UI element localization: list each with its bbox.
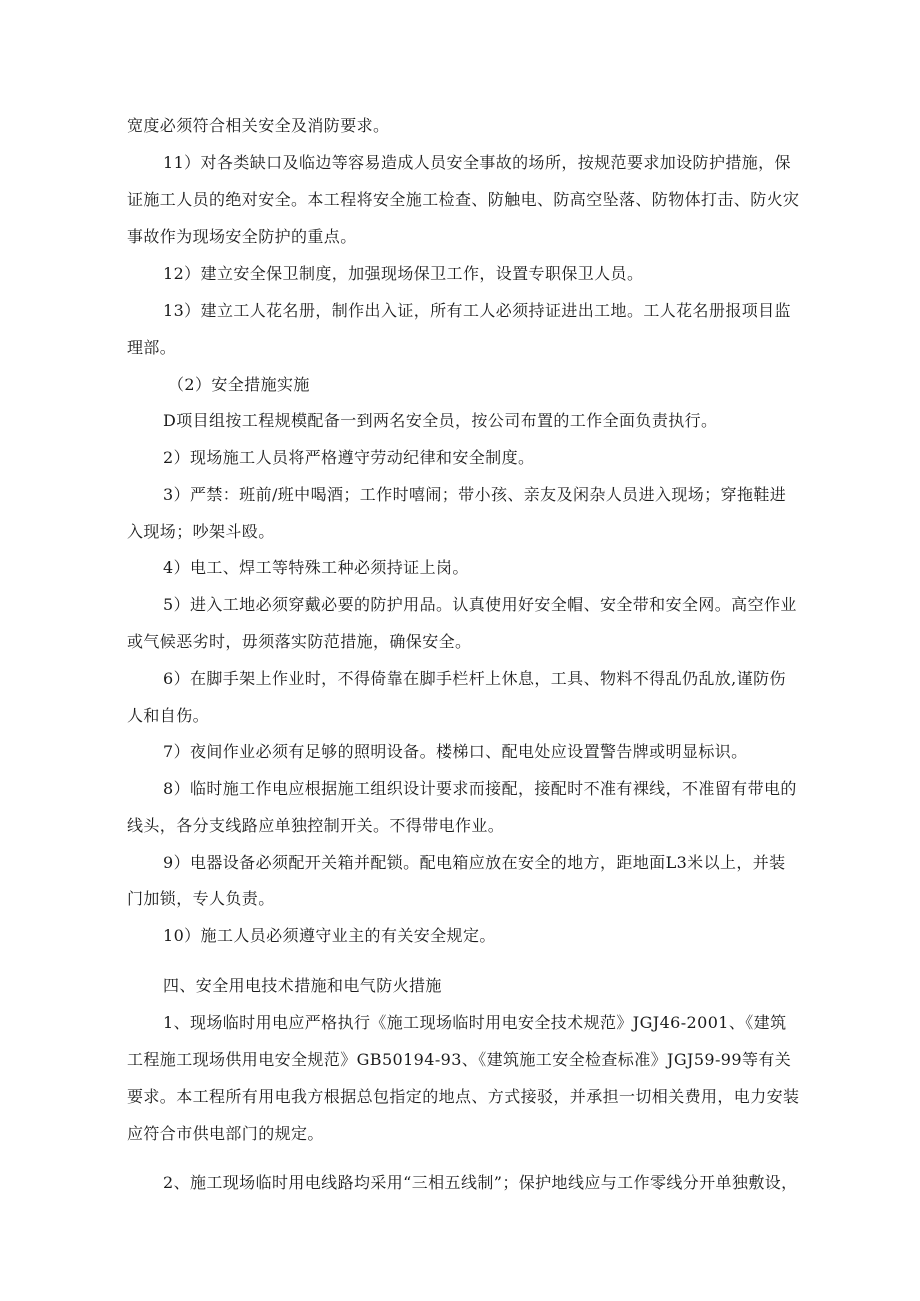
text-line: 9）电器设备必须配开关箱并配锁。配电箱应放在安全的地方，距地面L3米以上，并装 xyxy=(163,853,786,872)
text-line: 2）现场施工人员将严格遵守劳动纪律和安全制度。 xyxy=(163,448,535,467)
text-line: 13）建立工人花名册，制作出入证，所有工人必须持证进出工地。工人花名册报项目监 xyxy=(163,301,791,320)
text-line: 12）建立安全保卫制度，加强现场保卫工作，设置专职保卫人员。 xyxy=(163,264,644,283)
text-line: 10）施工人员必须遵守业主的有关安全规定。 xyxy=(163,926,496,945)
text-line: 人和自伤。 xyxy=(127,706,210,725)
text-line: D项目组按工程规模配备一到两名安全员，按公司布置的工作全面负责执行。 xyxy=(163,411,718,430)
text-line: 1、现场临时用电应严格执行《施工现场临时用电安全技术规范》JGJ46-2001、《建筑 xyxy=(163,1013,787,1032)
text-line: 证施工人员的绝对安全。本工程将安全施工检查、防触电、防高空坠落、防物体打击、防火灾 xyxy=(127,190,800,209)
text-line: 门加锁，专人负责。 xyxy=(127,889,275,908)
text-line: 要求。本工程所有用电我方根据总包指定的地点、方式接驳，并承担一切相关费用，电力安装 xyxy=(127,1087,800,1106)
text-line: 应符合市供电部门的规定。 xyxy=(127,1124,324,1143)
text-line: 或气候恶劣时，毋须落实防范措施，确保安全。 xyxy=(127,632,472,651)
text-line: 线头，各分支线路应单独控制开关。不得带电作业。 xyxy=(127,816,505,835)
text-line: 6）在脚手架上作业时，不得倚靠在脚手栏杆上休息，工具、物料不得乱仍乱放,谨防伤 xyxy=(163,669,786,688)
text-line: 7）夜间作业必须有足够的照明设备。楼梯口、配电处应设置警告牌或明显标识。 xyxy=(163,742,748,761)
text-line: 事故作为现场安全防护的重点。 xyxy=(127,227,357,246)
text-line: 工程施工现场供用电安全规范》GB50194-93、《建筑施工安全检查标准》JGJ59-99等有关 xyxy=(127,1050,792,1069)
section-heading: 四、安全用电技术措施和电气防火措施 xyxy=(163,976,442,995)
text-line: 4）电工、焊工等特殊工种必须持证上岗。 xyxy=(163,558,469,577)
text-line: 2、施工现场临时用电线路均采用“三相五线制”；保护地线应与工作零线分开单独敷设， xyxy=(163,1173,798,1192)
text-line: 11）对各类缺口及临边等容易造成人员安全事故的场所，按规范要求加设防护措施，保 xyxy=(163,153,791,172)
text-line: 5）进入工地必须穿戴必要的防护用品。认真使用好安全帽、安全带和安全网。高空作业 xyxy=(163,595,797,614)
text-line: 3）严禁：班前/班中喝酒；工作时嘻闹；带小孩、亲友及闲杂人员进入现场；穿拖鞋进 xyxy=(163,485,787,504)
text-line: 8）临时施工作电应根据施工组织设计要求而接配，接配时不准有裸线，不准留有带电的 xyxy=(163,779,797,798)
text-line: 入现场；吵架斗殴。 xyxy=(127,522,275,541)
section-subheading: （2）安全措施实施 xyxy=(168,375,310,394)
text-line: 理部。 xyxy=(127,338,177,357)
text-line: 宽度必须符合相关安全及消防要求。 xyxy=(127,116,390,135)
